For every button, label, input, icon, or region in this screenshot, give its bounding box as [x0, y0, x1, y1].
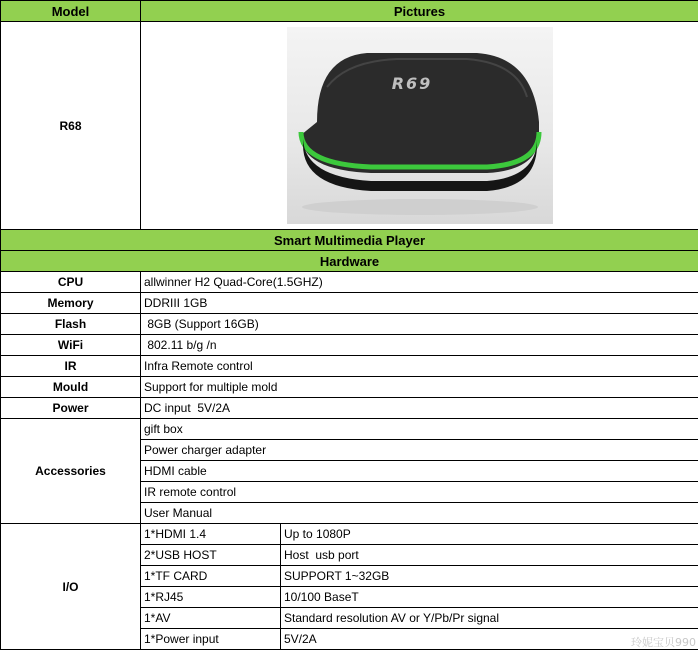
pictures-column-header: Pictures: [141, 1, 698, 22]
accessory-item: Power charger adapter: [141, 440, 698, 461]
io-desc: Host usb port: [281, 545, 698, 566]
spec-label: Memory: [1, 293, 141, 314]
io-desc: 5V/2A: [281, 629, 698, 650]
spec-label: WiFi: [1, 335, 141, 356]
io-desc: 10/100 BaseT: [281, 587, 698, 608]
accessory-item: IR remote control: [141, 482, 698, 503]
product-photo: [287, 27, 553, 224]
product-row: [1, 22, 698, 230]
spec-row-mould: [1, 377, 698, 398]
io-port: 1*AV: [141, 608, 281, 629]
accessory-item: HDMI cable: [141, 461, 698, 482]
spec-label: IR: [1, 356, 141, 377]
spec-row-memory: [1, 293, 698, 314]
io-label: I/O: [1, 524, 141, 650]
spec-row-cpu: [1, 272, 698, 293]
section-title-row: [1, 230, 698, 251]
accessories-label: Accessories: [1, 419, 141, 524]
io-port: 2*USB HOST: [141, 545, 281, 566]
io-desc: Standard resolution AV or Y/Pb/Pr signal: [281, 608, 698, 629]
spec-value: Infra Remote control: [141, 356, 698, 377]
accessories-row: [1, 419, 698, 440]
spec-row-ir: [1, 356, 698, 377]
table-header-row: [1, 1, 698, 22]
io-desc: Up to 1080P: [281, 524, 698, 545]
spec-row-flash: [1, 314, 698, 335]
device-logo: R69: [391, 74, 432, 93]
spec-value: DDRIII 1GB: [141, 293, 698, 314]
spec-label: Mould: [1, 377, 141, 398]
io-port: 1*HDMI 1.4: [141, 524, 281, 545]
subsection-title-row: [1, 251, 698, 272]
product-picture-cell: [141, 22, 698, 230]
io-row: [1, 524, 698, 545]
subsection-title: Hardware: [1, 251, 698, 272]
spec-value: DC input 5V/2A: [141, 398, 698, 419]
tv-box-image: [287, 27, 553, 224]
spec-label: Power: [1, 398, 141, 419]
device-body: [301, 53, 539, 173]
accessory-item: User Manual: [141, 503, 698, 524]
spec-label: Flash: [1, 314, 141, 335]
io-port: 1*Power input: [141, 629, 281, 650]
spec-value: allwinner H2 Quad-Core(1.5GHZ): [141, 272, 698, 293]
section-title: Smart Multimedia Player: [1, 230, 698, 251]
model-value: R68: [1, 22, 141, 230]
io-port: 1*TF CARD: [141, 566, 281, 587]
spec-label: CPU: [1, 272, 141, 293]
spec-row-wifi: [1, 335, 698, 356]
spec-value: 802.11 b/g /n: [141, 335, 698, 356]
io-desc: SUPPORT 1~32GB: [281, 566, 698, 587]
model-column-header: Model: [1, 1, 141, 22]
spec-row-power: [1, 398, 698, 419]
watermark: 玲妮宝贝990: [631, 636, 696, 649]
spec-value: 8GB (Support 16GB): [141, 314, 698, 335]
accessory-item: gift box: [141, 419, 698, 440]
io-port: 1*RJ45: [141, 587, 281, 608]
spec-value: Support for multiple mold: [141, 377, 698, 398]
